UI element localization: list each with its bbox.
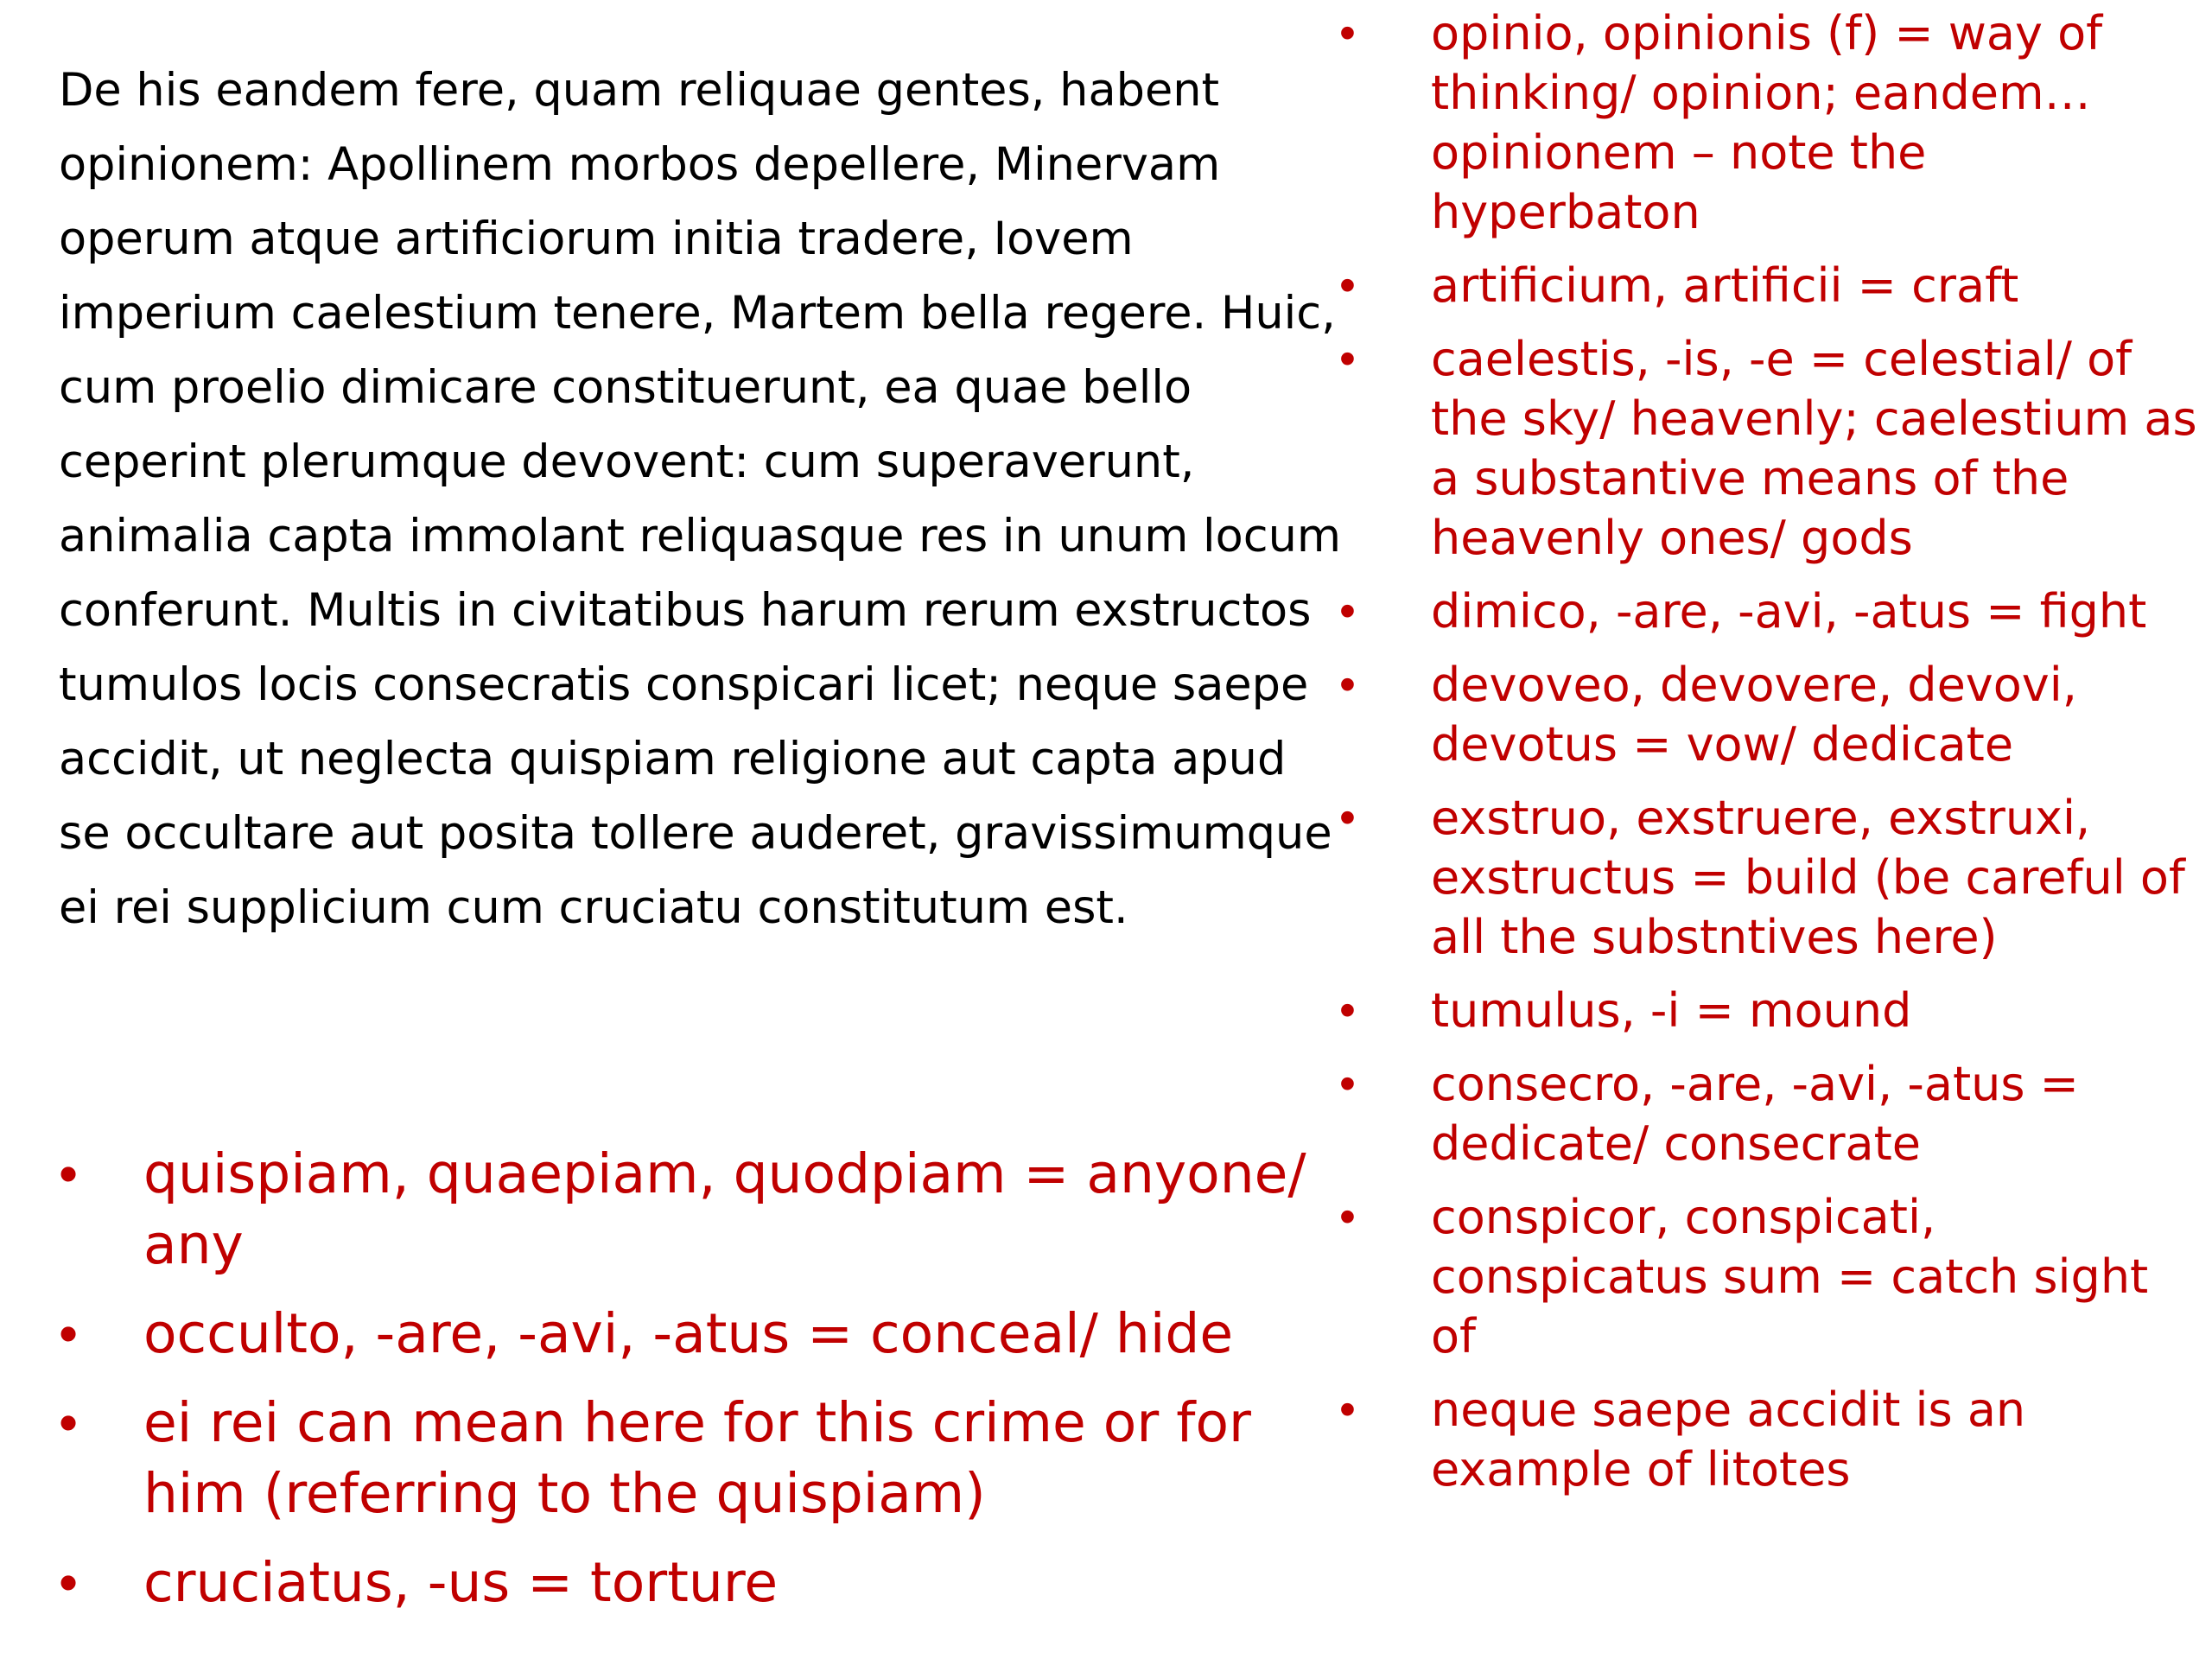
bullet-icon: •	[1339, 1191, 1356, 1243]
vocab-note: devoveo, devovere, devovi, devotus = vow/ dedicate	[1431, 658, 2077, 772]
vocab-note: opinio, opinionis (f) = way of thinking/ opinion; eandem… opinionem – note the hyperbaton	[1431, 6, 2103, 239]
list-item	[1339, 1187, 2203, 1366]
vocab-note: ei rei can mean here for this crime or for him (referring to the quispiam)	[143, 1391, 1251, 1525]
bullet-icon: •	[59, 1393, 79, 1453]
bullet-icon: •	[1339, 791, 1356, 843]
bullet-icon: •	[1339, 585, 1356, 637]
list-item	[59, 1299, 1346, 1370]
vocab-note: artificium, artificii = craft	[1431, 258, 2019, 313]
list-item	[1339, 256, 2203, 315]
bullet-icon: •	[59, 1304, 79, 1364]
list-item	[59, 1548, 1346, 1618]
bullet-icon: •	[59, 1553, 79, 1613]
list-item	[1339, 582, 2203, 641]
bullet-icon: •	[1339, 1058, 1356, 1109]
vocab-note: caelestis, -is, -e = celestial/ of the sky/ heavenly; caelestium as a substantive means of the heavenly ones/ gods	[1431, 332, 2197, 565]
bullet-icon: •	[1339, 658, 1356, 710]
bullet-icon: •	[1339, 333, 1356, 385]
vocab-note: neque saepe accidit is an example of litotes	[1431, 1382, 2026, 1497]
vocab-note: dimico, -are, -avi, -atus = fight	[1431, 584, 2147, 639]
bullet-icon: •	[1339, 984, 1356, 1036]
vocab-note: consecro, -are, -avi, -atus = dedicate/ consecrate	[1431, 1057, 2079, 1171]
vocab-note: exstruo, exstruere, exstruxi, exstructus = build (be careful of all the substntives here)	[1431, 791, 2185, 964]
vocab-note: occulto, -are, -avi, -atus = conceal/ hide	[143, 1302, 1234, 1365]
list-item	[1339, 1380, 2203, 1499]
vocab-note: cruciatus, -us = torture	[143, 1551, 779, 1614]
list-item	[1339, 1054, 2203, 1173]
bullet-icon: •	[59, 1144, 79, 1205]
list-item	[1339, 788, 2203, 967]
list-item	[59, 1388, 1346, 1529]
vocab-note: conspicor, conspicati, conspicatus sum = catch sight of	[1431, 1190, 2149, 1363]
list-item	[1339, 655, 2203, 774]
bullet-icon: •	[1339, 1383, 1356, 1435]
vocab-list-left	[59, 1139, 1346, 1637]
vocab-note: tumulus, -i = mound	[1431, 983, 1912, 1038]
vocab-list-right	[1339, 3, 2203, 1513]
bullet-icon: •	[1339, 259, 1356, 311]
bullet-icon: •	[1339, 7, 1356, 59]
list-item	[1339, 981, 2203, 1040]
vocab-note: quispiam, quaepiam, quodpiam = anyone/ any	[143, 1142, 1306, 1276]
list-item	[1339, 329, 2203, 568]
list-item	[1339, 3, 2203, 242]
latin-passage: De his eandem fere, quam reliquae gentes, habent opinionem: Apollinem morbos depellere, Minervam operum atque artificiorum initia tradere, Iovem imperium caelestium tenere, Martem bella regere. Huic, cum proelio dimicare constituerunt, ea quae bello ceperint plerumque devovent: cum superaverunt, animalia capta immolant reliquasque res in unum locum conferunt. Multis in civitatibus harum rerum exstructos tumulos locis consecratis conspicari licet; neque saepe accidit, ut neglecta quispiam religione aut capta apud se occultare aut posita tollere auderet, gravissimumque ei rei supplicium cum cruciatu constitutum est.	[59, 64, 1342, 934]
list-item	[59, 1139, 1346, 1281]
